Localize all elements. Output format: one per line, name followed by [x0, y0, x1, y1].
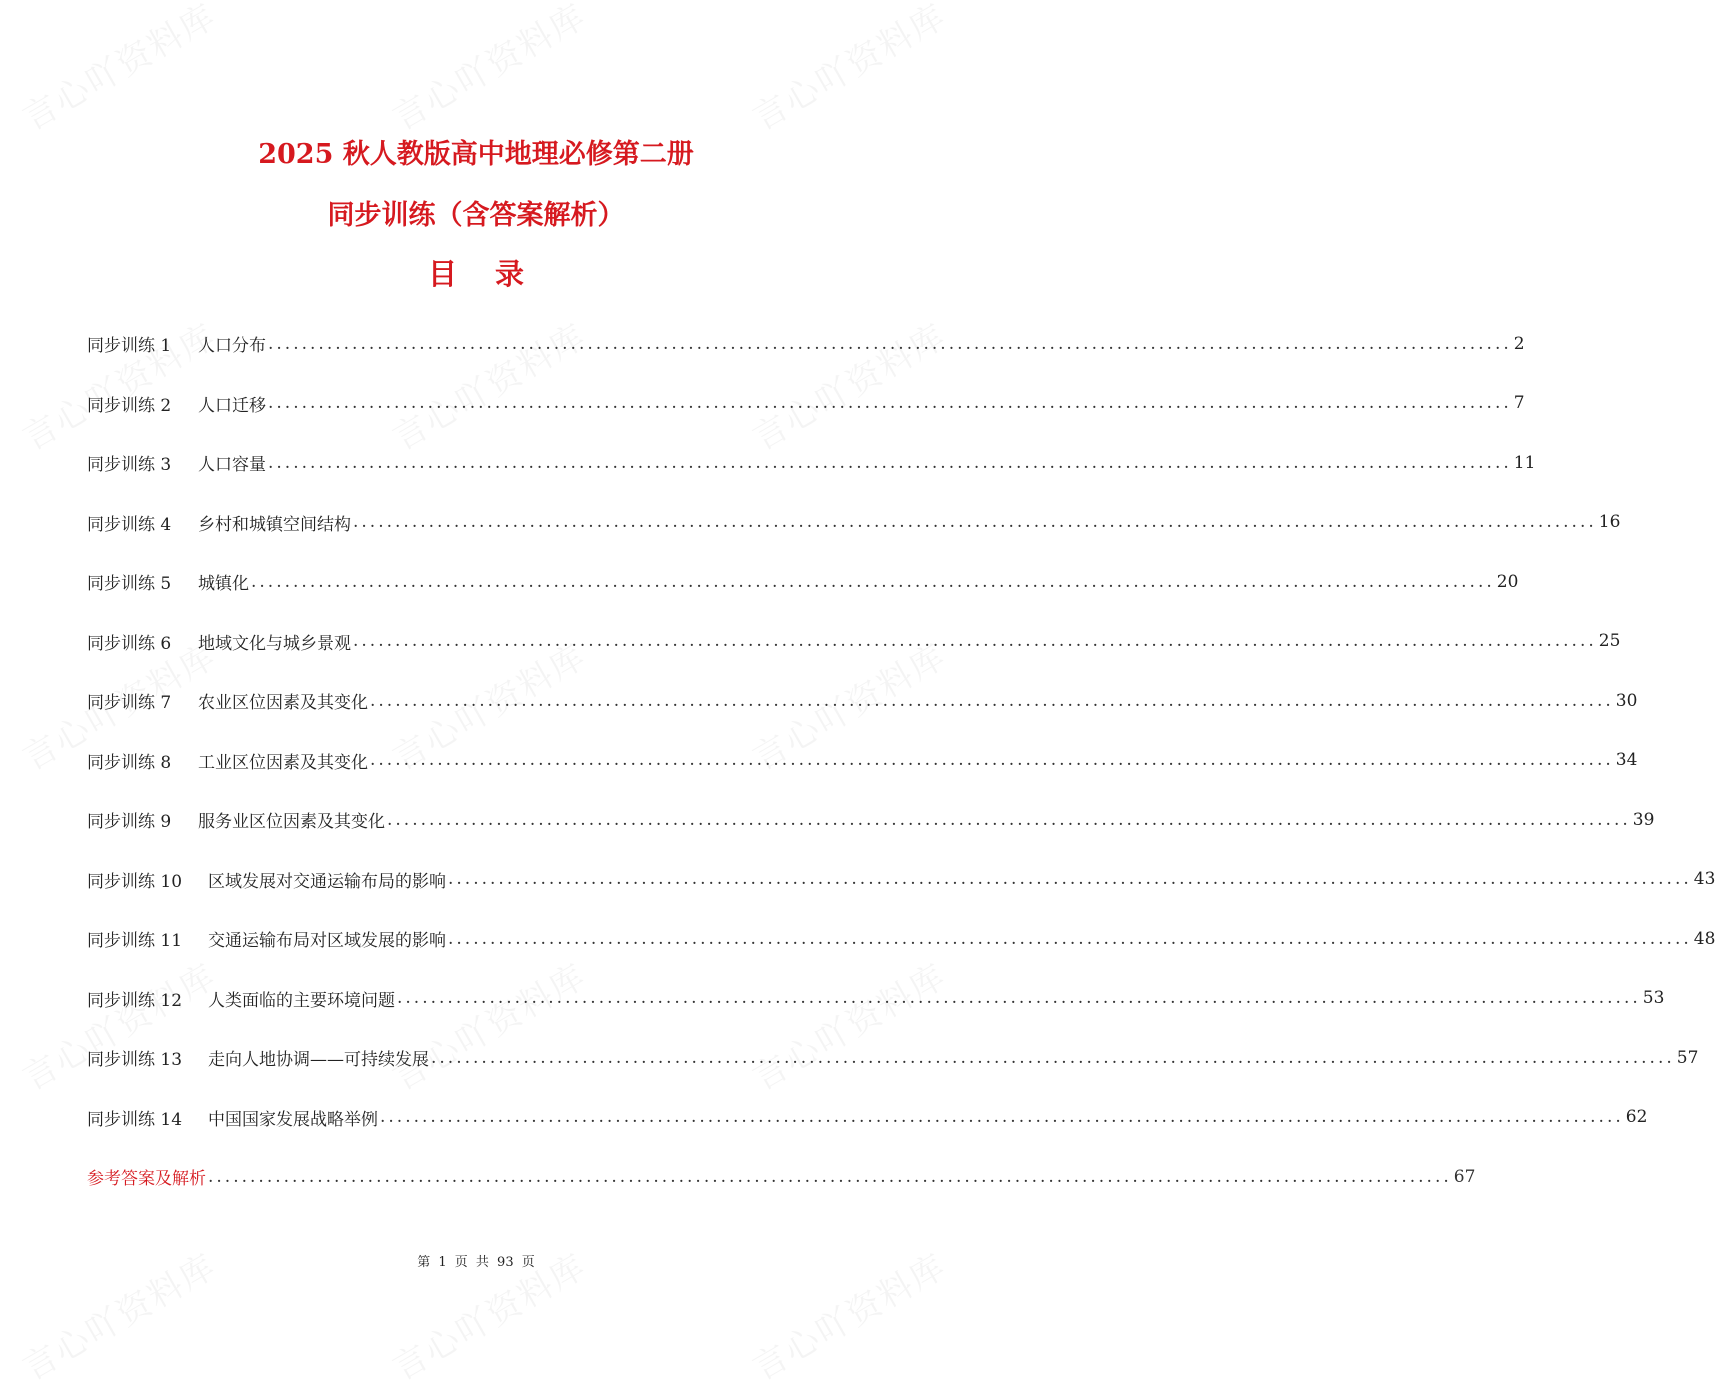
toc-entry[interactable] [87, 433, 1536, 493]
toc-entry-page: 53 [1642, 988, 1665, 1009]
leader-dots: .................................................................................................................................................... [208, 1166, 1452, 1187]
toc-entry-label: 同步训练 8 [87, 752, 172, 773]
page-footer: 第 1 页 共 93 页 [417, 1255, 535, 1270]
leader-dots: .................................................................................................................................................... [370, 750, 1614, 771]
toc-entry-title: 人口容量 [198, 455, 266, 476]
leader-dots: .................................................................................................................................................... [353, 631, 1597, 652]
answers-page: 67 [1453, 1166, 1476, 1187]
toc-entry[interactable] [87, 493, 1621, 553]
toc-entry-page: 16 [1598, 512, 1621, 533]
toc-entry-label: 同步训练 9 [87, 812, 172, 833]
toc-entry-label: 同步训练 1 [87, 336, 172, 357]
toc-entry-title: 中国国家发展战略举例 [208, 1109, 378, 1130]
toc-entry-page: 30 [1615, 690, 1638, 711]
toc-entry-label: 同步训练 14 [87, 1109, 183, 1130]
toc-entry-page: 43 [1693, 869, 1715, 890]
toc-entry[interactable] [87, 612, 1621, 672]
toc-entry-title: 人口分布 [198, 336, 266, 357]
toc-entry-page: 57 [1676, 1047, 1699, 1068]
leader-dots: .................................................................................................................................................... [268, 333, 1512, 354]
watermark [382, 0, 594, 140]
toc-entry-title: 交通运输布局对区域发展的影响 [208, 931, 446, 952]
leader-dots: .................................................................................................................................................... [268, 452, 1512, 473]
toc-entry-page: 2 [1513, 333, 1525, 354]
toc-entry[interactable] [87, 314, 1525, 374]
toc-entry[interactable] [87, 850, 1715, 910]
watermark [12, 0, 224, 140]
leader-dots: .................................................................................................................................................... [268, 393, 1512, 414]
toc-entry[interactable] [87, 909, 1715, 969]
toc-entry[interactable] [87, 552, 1519, 612]
answers-title: 参考答案及解析 [87, 1169, 206, 1190]
toc-entry-title: 人口迁移 [198, 395, 266, 416]
toc-heading: 目 录 [427, 257, 539, 291]
toc-entry[interactable] [87, 1088, 1648, 1148]
toc-entry-label: 同步训练 5 [87, 574, 172, 595]
toc-entry-label: 同步训练 11 [87, 931, 183, 952]
document-subtitle: 同步训练（含答案解析） [327, 200, 625, 231]
toc-entry-label: 同步训练 13 [87, 1050, 183, 1071]
toc-entry-title: 服务业区位因素及其变化 [198, 812, 385, 833]
leader-dots: .................................................................................................................................................... [387, 809, 1631, 830]
toc-entry-page: 20 [1496, 571, 1519, 592]
toc-entry-label: 同步训练 7 [87, 693, 172, 714]
toc-entry[interactable] [87, 671, 1638, 731]
toc-entry-title: 工业区位因素及其变化 [198, 752, 368, 773]
toc-entry-title: 走向人地协调——可持续发展 [208, 1050, 429, 1071]
toc-entry[interactable] [87, 731, 1638, 791]
toc-entry-title: 区域发展对交通运输布局的影响 [208, 871, 446, 892]
toc-entry-label: 同步训练 12 [87, 990, 183, 1011]
toc-entry-page: 11 [1513, 452, 1536, 473]
toc-entry-answers[interactable] [87, 1147, 1476, 1207]
leader-dots: .................................................................................................................................................... [397, 988, 1641, 1009]
toc-entry-label: 同步训练 6 [87, 633, 172, 654]
toc-entry-title: 人类面临的主要环境问题 [208, 990, 395, 1011]
toc-entry[interactable] [87, 374, 1525, 434]
toc-entry-page: 48 [1693, 928, 1715, 949]
leader-dots: .................................................................................................................................................... [251, 571, 1495, 592]
leader-dots: .................................................................................................................................................... [380, 1107, 1624, 1128]
toc-entry-title: 地域文化与城乡景观 [198, 633, 351, 654]
toc-entry[interactable] [87, 1028, 1699, 1088]
leader-dots: .................................................................................................................................................... [353, 512, 1597, 533]
toc-entry-title: 农业区位因素及其变化 [198, 693, 368, 714]
leader-dots: .................................................................................................................................................... [448, 928, 1692, 949]
toc-entry-page: 39 [1632, 809, 1655, 830]
toc-entry-title: 城镇化 [198, 574, 249, 595]
toc-entry-page: 34 [1615, 750, 1638, 771]
toc-entry[interactable] [87, 790, 1655, 850]
table-of-contents [87, 314, 1715, 1207]
leader-dots: .................................................................................................................................................... [431, 1047, 1675, 1068]
toc-entry-title: 乡村和城镇空间结构 [198, 514, 351, 535]
toc-entry[interactable] [87, 969, 1665, 1029]
watermark [742, 0, 954, 140]
leader-dots: .................................................................................................................................................... [448, 869, 1692, 890]
toc-entry-page: 7 [1513, 393, 1525, 414]
toc-entry-page: 25 [1598, 631, 1621, 652]
leader-dots: .................................................................................................................................................... [370, 690, 1614, 711]
toc-entry-label: 同步训练 4 [87, 514, 172, 535]
document-title: 2025 秋人教版高中地理必修第二册 [258, 139, 694, 170]
toc-entry-page: 62 [1625, 1107, 1648, 1128]
toc-entry-label: 同步训练 3 [87, 455, 172, 476]
toc-entry-label: 同步训练 10 [87, 871, 183, 892]
toc-entry-label: 同步训练 2 [87, 395, 172, 416]
